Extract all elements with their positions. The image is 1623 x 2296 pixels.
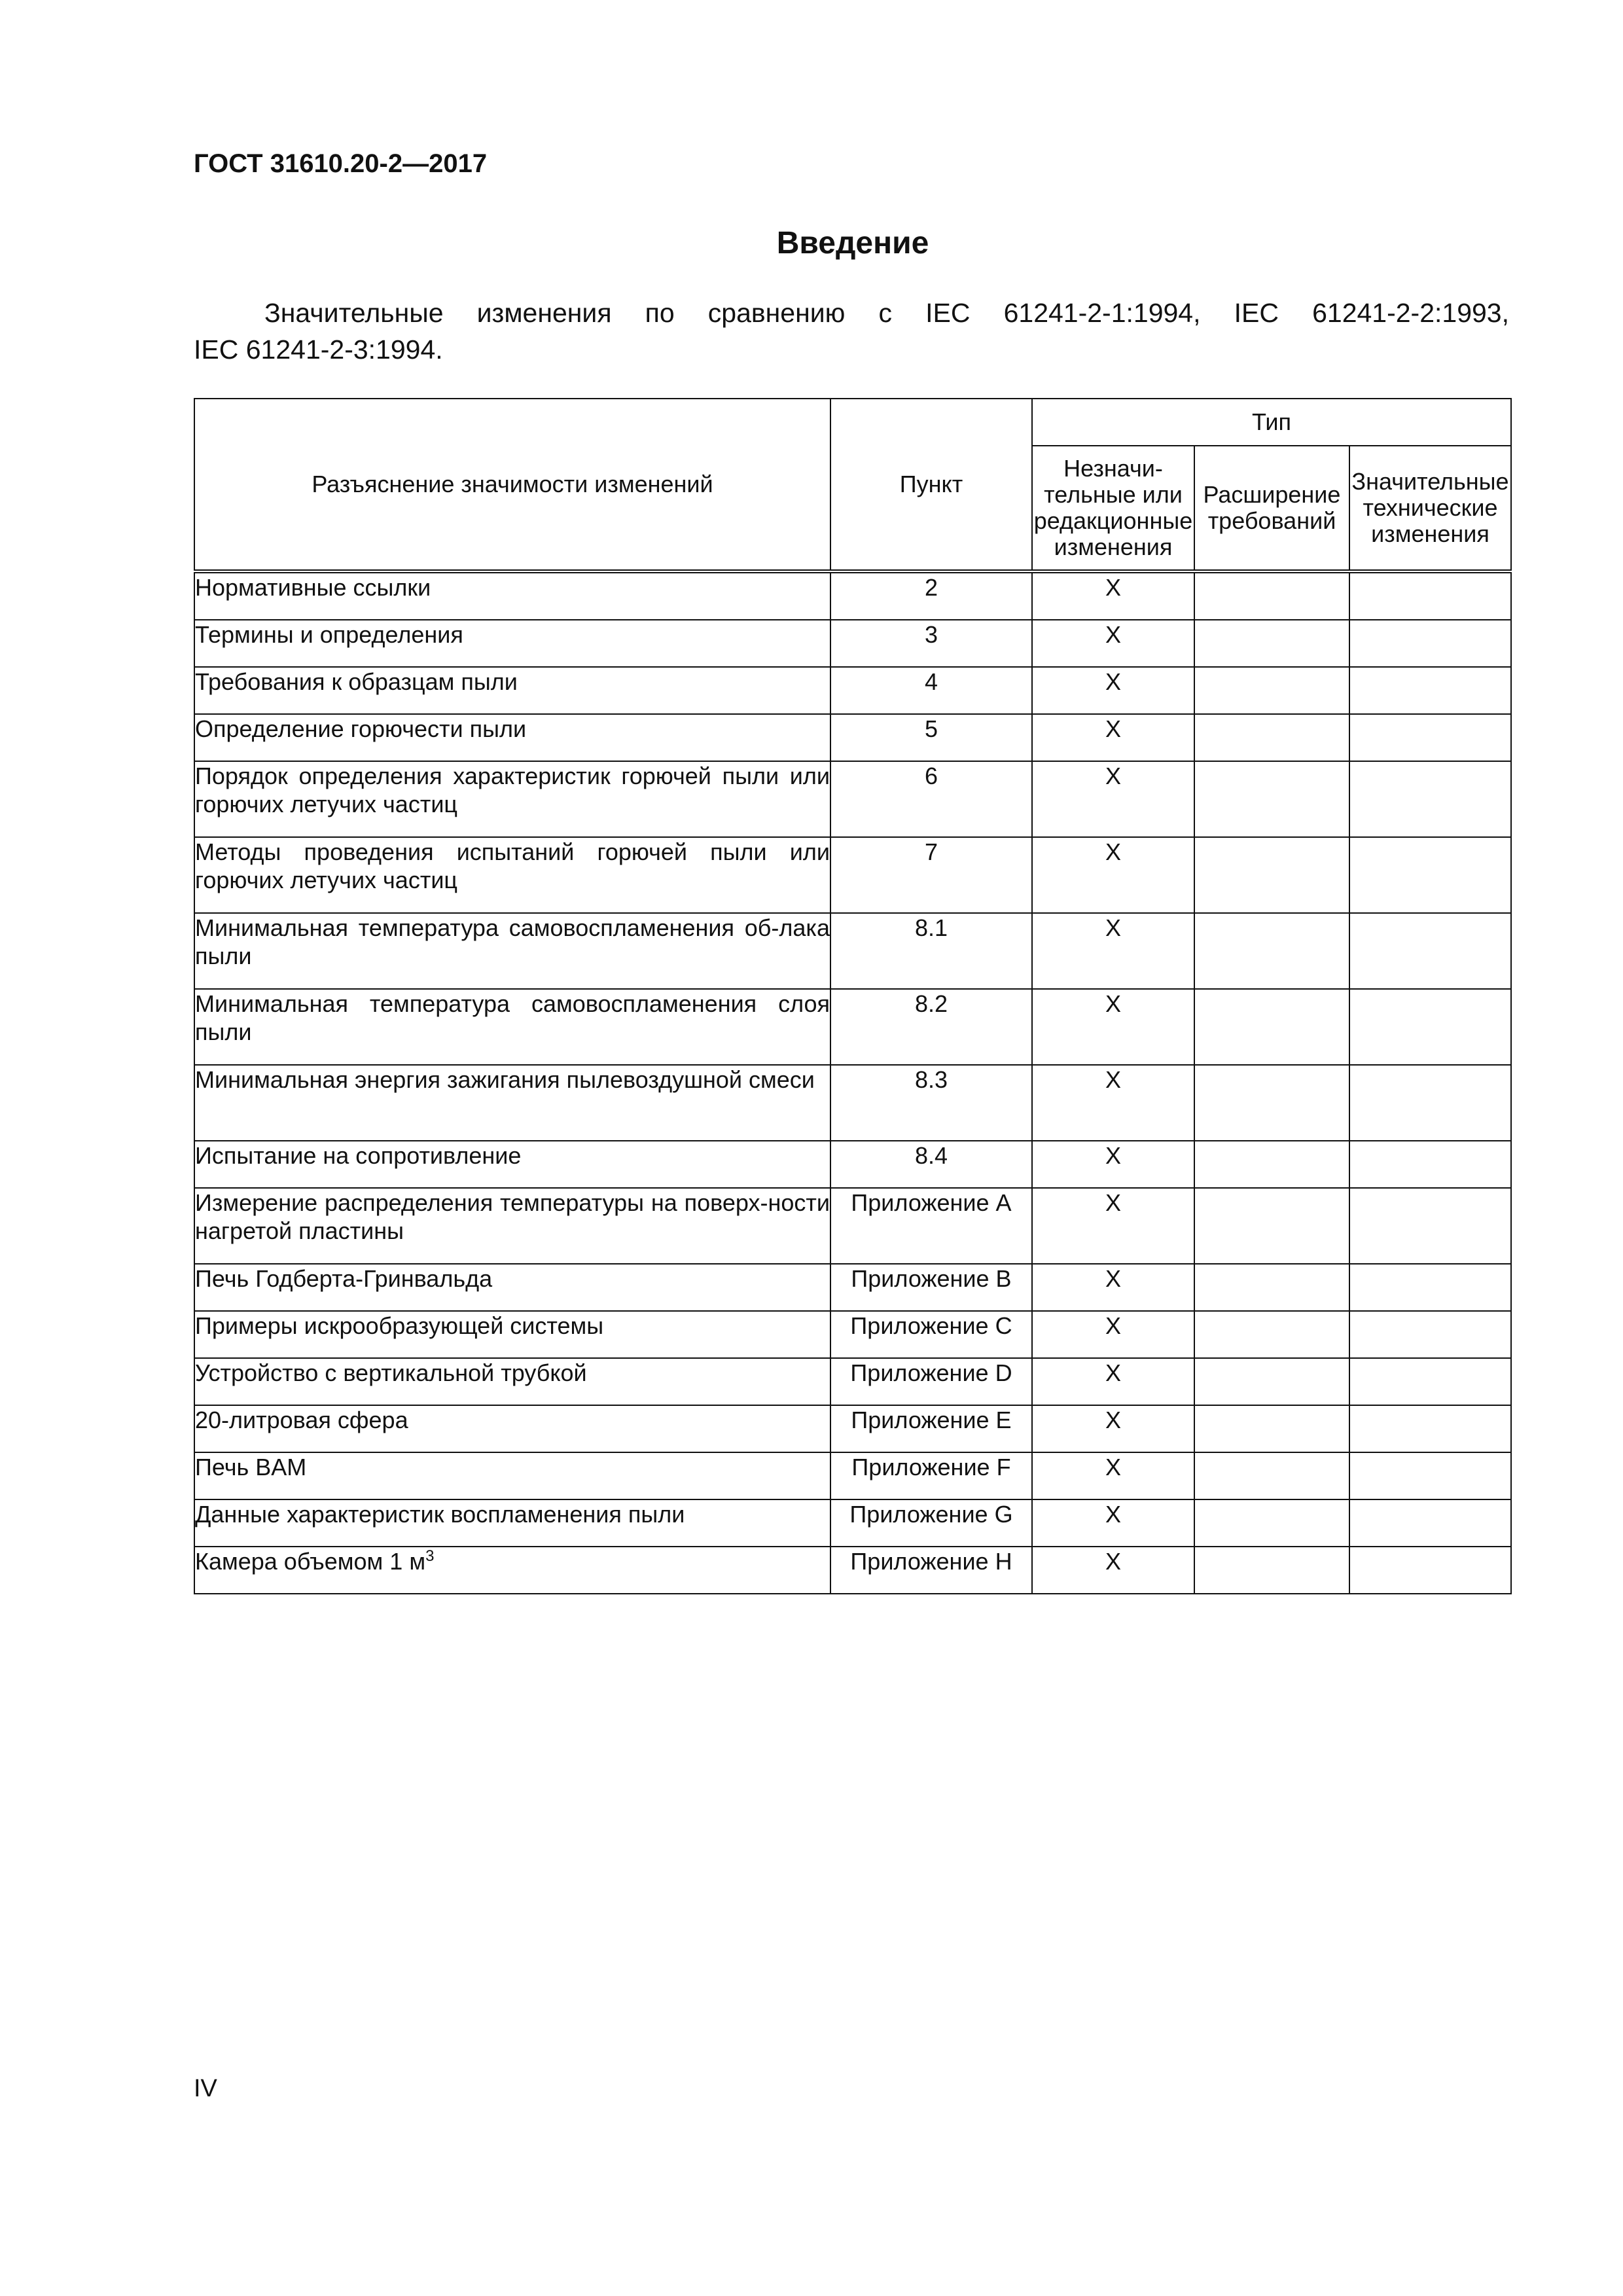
row-type-minor: X bbox=[1032, 1547, 1194, 1594]
row-type-major bbox=[1349, 1547, 1511, 1594]
row-description: Нормативные ссылки bbox=[194, 571, 830, 620]
row-description: Данные характеристик воспламенения пыли bbox=[194, 1499, 830, 1547]
row-description: Требования к образцам пыли bbox=[194, 667, 830, 714]
row-item: 8.2 bbox=[830, 989, 1032, 1065]
row-item: 8.1 bbox=[830, 913, 1032, 989]
row-type-major bbox=[1349, 837, 1511, 913]
row-description: Печь BAM bbox=[194, 1452, 830, 1499]
table-row bbox=[194, 620, 1511, 667]
header-item: Пункт bbox=[830, 399, 1032, 571]
row-type-major bbox=[1349, 1405, 1511, 1452]
table-row bbox=[194, 1188, 1511, 1264]
table-row bbox=[194, 761, 1511, 837]
row-item: 8.3 bbox=[830, 1065, 1032, 1141]
table-row bbox=[194, 989, 1511, 1065]
row-type-major bbox=[1349, 913, 1511, 989]
row-type-minor: X bbox=[1032, 1188, 1194, 1264]
row-type-minor: X bbox=[1032, 837, 1194, 913]
row-type-major bbox=[1349, 667, 1511, 714]
table-row bbox=[194, 1141, 1511, 1188]
row-type-extension bbox=[1194, 913, 1349, 989]
row-type-major bbox=[1349, 571, 1511, 620]
table-row bbox=[194, 571, 1511, 620]
row-description: 20-литровая сфера bbox=[194, 1405, 830, 1452]
row-type-major bbox=[1349, 1452, 1511, 1499]
row-type-minor: X bbox=[1032, 571, 1194, 620]
row-item: Приложение C bbox=[830, 1311, 1032, 1358]
row-type-extension bbox=[1194, 667, 1349, 714]
table-row bbox=[194, 1452, 1511, 1499]
row-type-major bbox=[1349, 620, 1511, 667]
row-type-extension bbox=[1194, 1547, 1349, 1594]
header-type-extension: Расширение требований bbox=[1194, 446, 1349, 571]
row-type-extension bbox=[1194, 1358, 1349, 1405]
row-type-extension bbox=[1194, 1405, 1349, 1452]
row-item: 5 bbox=[830, 714, 1032, 761]
row-description: Минимальная температура самовоспламенения слоя пыли bbox=[194, 989, 830, 1065]
row-type-extension bbox=[1194, 714, 1349, 761]
row-item: 6 bbox=[830, 761, 1032, 837]
intro-line: Значительные изменения по сравнению с IEC 61241-2-1:1994, IEC 61241-2-2:1993, bbox=[264, 298, 1509, 328]
table-row bbox=[194, 1547, 1511, 1594]
row-type-extension bbox=[1194, 761, 1349, 837]
row-type-minor: X bbox=[1032, 1358, 1194, 1405]
intro-paragraph bbox=[194, 295, 1509, 368]
row-type-major bbox=[1349, 1499, 1511, 1547]
row-item: Приложение B bbox=[830, 1264, 1032, 1311]
row-type-minor: X bbox=[1032, 1311, 1194, 1358]
row-type-major bbox=[1349, 1264, 1511, 1311]
row-type-minor: X bbox=[1032, 1405, 1194, 1452]
table-header bbox=[194, 399, 1511, 571]
row-type-major bbox=[1349, 1358, 1511, 1405]
row-description: Камера объемом 1 $м^3$ bbox=[194, 1547, 830, 1594]
row-item: 3 bbox=[830, 620, 1032, 667]
row-type-minor: X bbox=[1032, 913, 1194, 989]
changes-table bbox=[194, 398, 1512, 1594]
header-description: Разъяснение значимости изменений bbox=[194, 399, 830, 571]
row-description: Испытание на сопротивление bbox=[194, 1141, 830, 1188]
header-type: Тип bbox=[1032, 399, 1511, 446]
row-type-major bbox=[1349, 1311, 1511, 1358]
row-type-extension bbox=[1194, 837, 1349, 913]
row-description: Примеры искрообразующей системы bbox=[194, 1311, 830, 1358]
table-row bbox=[194, 1499, 1511, 1547]
row-item: Приложение G bbox=[830, 1499, 1032, 1547]
row-type-extension bbox=[1194, 989, 1349, 1065]
row-type-minor: X bbox=[1032, 1452, 1194, 1499]
row-type-minor: X bbox=[1032, 1141, 1194, 1188]
table-row bbox=[194, 1065, 1511, 1141]
row-description: Измерение распределения температуры на поверх-ности нагретой пластины bbox=[194, 1188, 830, 1264]
row-type-extension bbox=[1194, 571, 1349, 620]
row-description: Печь Годберта-Гринвальда bbox=[194, 1264, 830, 1311]
table-row bbox=[194, 1311, 1511, 1358]
row-type-extension bbox=[1194, 1188, 1349, 1264]
header-type-major: Значительные технические изменения bbox=[1349, 446, 1511, 571]
header-type-minor: Незначи- тельные или редакционные изменения bbox=[1032, 446, 1194, 571]
row-type-extension bbox=[1194, 1311, 1349, 1358]
row-type-minor: X bbox=[1032, 714, 1194, 761]
row-type-extension bbox=[1194, 1264, 1349, 1311]
table-row bbox=[194, 1358, 1511, 1405]
section-title: Введение bbox=[776, 226, 929, 260]
row-type-minor: X bbox=[1032, 1499, 1194, 1547]
row-description: Термины и определения bbox=[194, 620, 830, 667]
row-description: Определение горючести пыли bbox=[194, 714, 830, 761]
row-type-minor: X bbox=[1032, 1264, 1194, 1311]
page-number: IV bbox=[194, 2075, 217, 2102]
row-item: Приложение E bbox=[830, 1405, 1032, 1452]
document-code: ГОСТ 31610.20-2—2017 bbox=[194, 149, 488, 178]
table-row bbox=[194, 837, 1511, 913]
table-body bbox=[194, 571, 1511, 1594]
row-item: Приложение D bbox=[830, 1358, 1032, 1405]
row-type-major bbox=[1349, 761, 1511, 837]
row-description: Устройство с вертикальной трубкой bbox=[194, 1358, 830, 1405]
row-type-extension bbox=[1194, 1141, 1349, 1188]
table-row bbox=[194, 1405, 1511, 1452]
table-row bbox=[194, 913, 1511, 989]
row-item: Приложение F bbox=[830, 1452, 1032, 1499]
row-type-extension bbox=[1194, 1065, 1349, 1141]
row-type-extension bbox=[1194, 1452, 1349, 1499]
row-item: 4 bbox=[830, 667, 1032, 714]
row-type-major bbox=[1349, 714, 1511, 761]
row-description: Минимальная температура самовоспламенения об-лака пыли bbox=[194, 913, 830, 989]
row-item: 8.4 bbox=[830, 1141, 1032, 1188]
row-item: Приложение H bbox=[830, 1547, 1032, 1594]
row-type-minor: X bbox=[1032, 667, 1194, 714]
table-row bbox=[194, 1264, 1511, 1311]
row-item: 2 bbox=[830, 571, 1032, 620]
row-type-major bbox=[1349, 989, 1511, 1065]
row-type-minor: X bbox=[1032, 989, 1194, 1065]
row-description: Методы проведения испытаний горючей пыли или горючих летучих частиц bbox=[194, 837, 830, 913]
row-type-major bbox=[1349, 1141, 1511, 1188]
table-row bbox=[194, 714, 1511, 761]
row-type-major bbox=[1349, 1065, 1511, 1141]
superscript: 3 bbox=[425, 1547, 435, 1565]
row-type-minor: X bbox=[1032, 620, 1194, 667]
intro-line: IEC 61241-2-3:1994. bbox=[194, 334, 443, 365]
row-description: Порядок определения характеристик горючей пыли или горючих летучих частиц bbox=[194, 761, 830, 837]
row-item: Приложение A bbox=[830, 1188, 1032, 1264]
row-type-extension bbox=[1194, 1499, 1349, 1547]
row-type-minor: X bbox=[1032, 761, 1194, 837]
row-type-major bbox=[1349, 1188, 1511, 1264]
table-row bbox=[194, 667, 1511, 714]
row-type-extension bbox=[1194, 620, 1349, 667]
row-type-minor: X bbox=[1032, 1065, 1194, 1141]
row-description: Минимальная энергия зажигания пылевоздушной смеси bbox=[194, 1065, 830, 1141]
row-item: 7 bbox=[830, 837, 1032, 913]
